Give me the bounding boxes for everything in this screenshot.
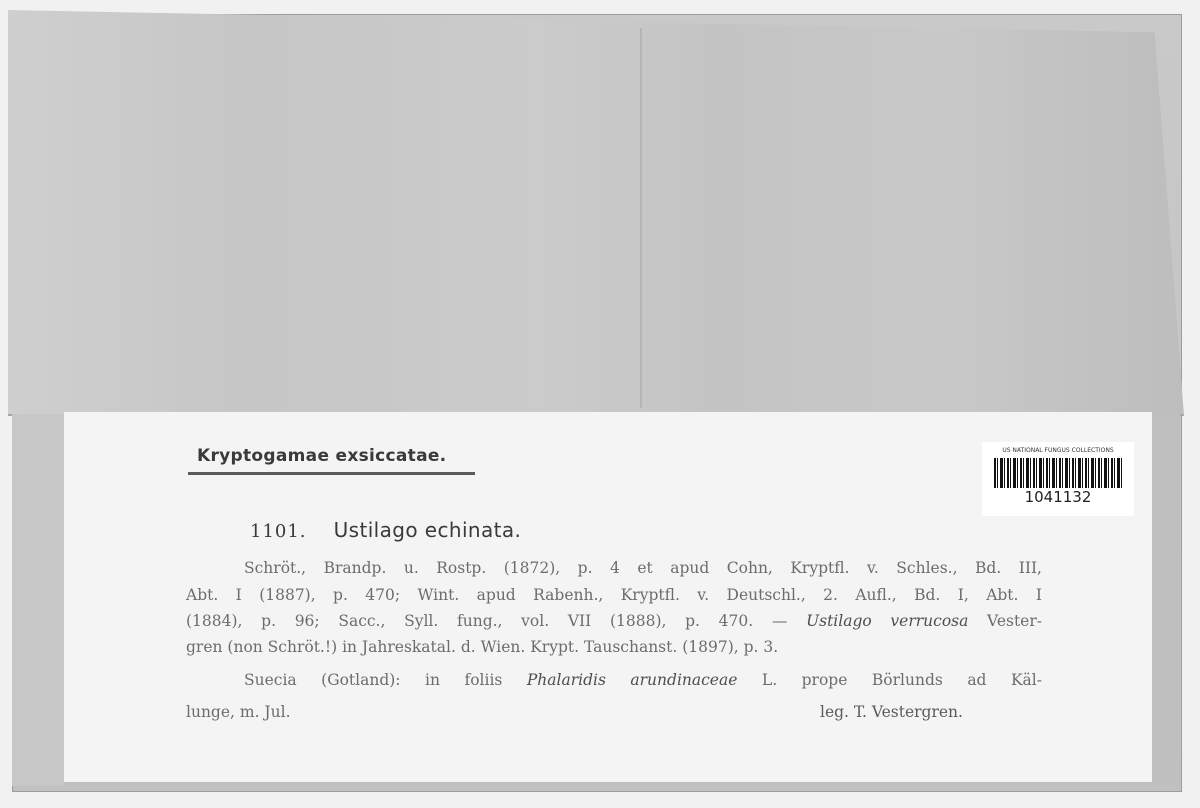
label-heading: Kryptogamae exsiccatae. [197,446,447,466]
packet-flap [8,10,1184,416]
barcode-caption: US NATIONAL FUNGUS COLLECTIONS [1002,447,1114,454]
locality-line-2: lunge, m. Jul. [186,703,291,721]
synonym-name: Ustilago verrucosa [806,612,969,630]
specimen-title [250,518,521,542]
reference-line-4: gren (non Schröt.!) in Jahreskatal. d. Wien. Krypt. Tauschanst. (1897), p. 3. [186,638,779,656]
specimen-name: Ustilago echinata. [333,518,522,542]
locality-suffix: L. prope Börlunds ad Käl- [737,671,1042,689]
barcode-number: 1041132 [1024,488,1092,506]
host-name: Phalaridis arundinaceae [526,671,738,689]
locality-prefix: Suecia (Gotland): in foliis [244,671,527,689]
reference-line-1: Schröt., Brandp. u. Rostp. (1872), p. 4 et apud Cohn, Kryptfl. v. Schles., Bd. III, [244,559,1042,577]
specimen-number: 1101. [250,521,307,542]
collector: leg. T. Vestergren. [820,703,963,721]
synonym-author: Vester- [968,612,1042,630]
reference-line-3-text: (1884), p. 96; Sacc., Syll. fung., vol. VII (1888), p. 470. — [186,612,807,630]
reference-line-2: Abt. I (1887), p. 470; Wint. apud Rabenh., Kryptfl. v. Deutschl., 2. Aufl., Bd. I, Abt. I [186,586,1042,604]
packet-left-edge [12,414,64,786]
barcode-icon [994,458,1124,488]
heading-underline [188,472,475,475]
reference-line-3 [186,608,1042,634]
locality-line-1 [186,667,1042,693]
packet-right-edge [1152,414,1180,786]
flap-crease [640,28,642,408]
